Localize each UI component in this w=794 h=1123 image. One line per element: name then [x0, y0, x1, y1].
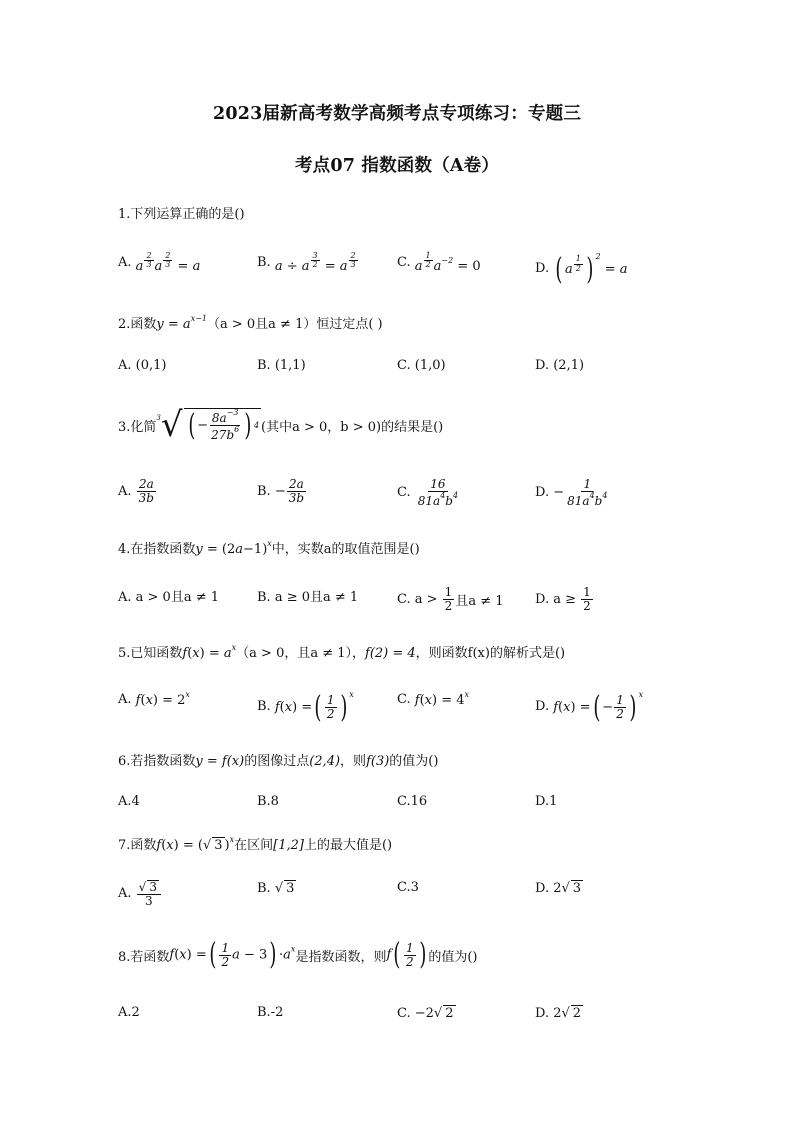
- q3-option-a[interactable]: A. $\frac{2a}{3b}$: [118, 477, 154, 505]
- q3-option-c[interactable]: C. $\frac{16}{81a^4b^4}$: [397, 477, 459, 508]
- q7-option-c[interactable]: C.3: [397, 880, 419, 895]
- q1-option-c[interactable]: C. a $^{\frac{1}{2}}$ $a^{-2} = 0$: [397, 251, 481, 274]
- question-4-stem: 4.在指数函数$y = (2a-1)^x$中，实数a的取值范围是(): [118, 539, 420, 557]
- q8-option-c[interactable]: C. −2 √ 2: [397, 1005, 454, 1021]
- q1-option-b[interactable]: B. a ÷ a $^{\frac{3}{2}}$ = a $^{\frac{2}{3}}$: [257, 251, 356, 274]
- question-3-stem: 3.化简 3 √ ( − $\frac{8a^{-3}}{27b^6}$ ) 4 (其中a > 0，b > 0)的结果是(): [118, 405, 444, 445]
- q2-option-b[interactable]: B. (1,1): [257, 358, 306, 373]
- q8-option-b[interactable]: B.-2: [257, 1005, 284, 1020]
- q7-option-a[interactable]: A. $\frac{√ 3}{3}$: [118, 880, 162, 907]
- q1-option-a[interactable]: A. a $^{\frac{2}{3}}$ a $^{\frac{2}{3}}$ = a: [118, 251, 201, 274]
- question-5-stem: 5.已知函数$f(x) = a^x(a > 0$，且a ≠ 1），f(2) = 4，则函数f(x)的解析式是(): [118, 643, 566, 661]
- q2-option-d[interactable]: D. (2,1): [535, 358, 585, 373]
- q3-option-d[interactable]: D. − $\frac{1}{81a^4b^4}$: [535, 477, 608, 508]
- question-1-stem: 1.下列运算正确的是(): [118, 207, 245, 222]
- title-line-2: 考点07 指数函数（A卷）: [294, 156, 500, 176]
- question-7-stem: 7.函数f(x) = (√ 3 )$^x$在区间[1,2]上的最大值是(): [118, 835, 393, 853]
- q5-option-a[interactable]: A. $f(x) = 2^x$: [118, 690, 190, 708]
- q4-option-a[interactable]: A. a > 0且a ≠ 1: [118, 590, 220, 605]
- q4-option-c[interactable]: C. a > $\frac{1}{2}$ 且a ≠ 1: [397, 585, 504, 613]
- q8-option-a[interactable]: A.2: [118, 1005, 140, 1020]
- q7-option-d[interactable]: D. 2 √ 3: [535, 880, 582, 896]
- q3-option-b[interactable]: B. − $\frac{2a}{3b}$: [257, 477, 305, 505]
- q6-option-a[interactable]: A.4: [118, 794, 140, 809]
- q6-option-d[interactable]: D.1: [535, 794, 558, 809]
- q7-option-b[interactable]: B. √ 3: [257, 880, 295, 896]
- q5-option-c[interactable]: C. $f(x) = 4^x$: [397, 690, 470, 708]
- title-line-1: 2023届新高考数学高频考点专项练习：专题三: [212, 104, 582, 124]
- question-6-stem: 6.若指数函数y = f(x)的图像过点(2,4)，则f(3)的值为(): [118, 754, 439, 769]
- q5-option-b[interactable]: B. f(x) =( $\frac{1}{2}$ ) $^x$: [257, 689, 354, 725]
- q4-option-d[interactable]: D. a ≥ $\frac{1}{2}$: [535, 585, 591, 613]
- q2-option-a[interactable]: A. (0,1): [118, 358, 167, 373]
- q5-option-d[interactable]: D. f(x) =( − $\frac{1}{2}$ ) $^x$: [535, 689, 644, 725]
- q6-option-c[interactable]: C.16: [397, 794, 428, 809]
- q1-option-d[interactable]: D. ( a $^{\frac{1}{2}}$ ) $^2$ = a: [535, 251, 628, 287]
- q2-option-c[interactable]: C. (1,0): [397, 358, 446, 373]
- q4-option-b[interactable]: B. a ≥ 0且a ≠ 1: [257, 590, 359, 605]
- question-8-stem: 8.若函数 f(x) =( $\frac{1}{2}$ $a - 3) \cdot a^x$ 是指数函数，则 f( $\frac{1}{2}$ ) 的值为(): [118, 937, 478, 972]
- q8-option-d[interactable]: D. 2 √ 2: [535, 1005, 582, 1021]
- q6-option-b[interactable]: B.8: [257, 794, 279, 809]
- question-2-stem: 2.函数$y = a^{x-1}(a > 0$且a ≠ 1）恒过定点( ): [118, 314, 383, 332]
